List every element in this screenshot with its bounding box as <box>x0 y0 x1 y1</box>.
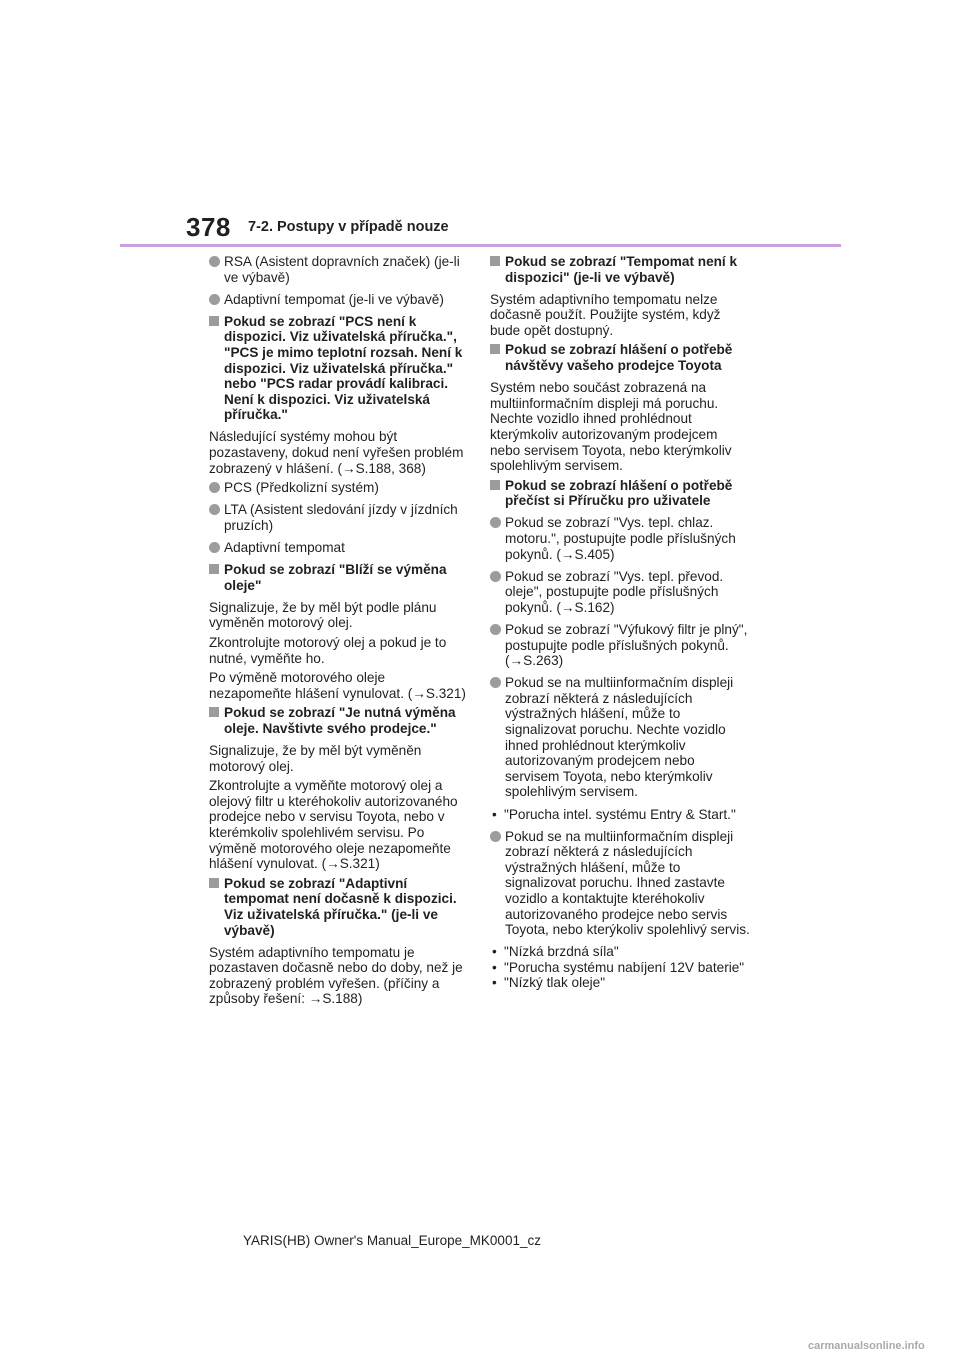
paragraph: Systém adaptivního tempomatu je pozastaven dočasně nebo do doby, než je zobrazený problém vyřešen. (příčiny a způsoby řešení: →S.188) <box>209 944 463 1007</box>
paragraph: Signalizuje, že by měl být podle plánu vyměněn motorový olej. <box>209 599 437 631</box>
section-title: 7-2. Postupy v případě nouze <box>248 219 449 235</box>
dot-list-item: • "Porucha systému nabíjení 12V baterie" <box>490 960 750 976</box>
paragraph: Následující systémy mohou být pozastaveny, dokud není vyřešen problém zobrazený v hlášení. (→S.188, 368) <box>209 429 464 476</box>
section-heading: Pokud se zobrazí "Blíží se výměna oleje" <box>209 562 469 593</box>
bullet-item: Pokud se zobrazí "Vys. tepl. chlaz. motoru.", postupujte podle příslušných pokynů. (→S.405) <box>490 515 750 562</box>
paragraph: Signalizuje, že by měl být vyměněn motorový olej. <box>209 743 422 774</box>
dot-list-item: • "Nízký tlak oleje" <box>490 975 750 991</box>
section-heading: Pokud se zobrazí "Tempomat není k dispozici" (je-li ve výbavě) <box>490 254 750 285</box>
page-number: 378 <box>186 212 231 242</box>
section-heading: Pokud se zobrazí hlášení o potřebě přečíst si Příručku pro uživatele <box>490 478 750 509</box>
bullet-item: PCS (Předkolizní systém) <box>209 480 469 496</box>
bullet-item: LTA (Asistent sledování jízdy v jízdních pruzích) <box>209 502 469 533</box>
section-heading: Pokud se zobrazí hlášení o potřebě návštěvy vašeho prodejce Toyota <box>490 342 750 373</box>
bullet-item: Pokud se na multiinformačním displeji zobrazí některá z následujících výstražných hlášení, může to signalizovat poruchu. Nechte vozidlo ihned prohlédnout kterýmkoliv autorizovaným prodejcem nebo servisem Toyota, nebo kterýmkoliv spolehlivým servisem. <box>490 675 750 800</box>
bullet-item: Adaptivní tempomat <box>209 540 469 556</box>
bullet-item: Pokud se na multiinformačním displeji zobrazí některá z následujících výstražných hlášení, může to signalizovat poruchu. Ihned zastavte vozidlo a kontaktujte kteréhokoliv autorizovaného prodejce nebo servis Toyota, nebo kterýkoliv spolehlivý servis. <box>490 829 750 938</box>
paragraph: Zkontrolujte motorový olej a pokud je to nutné, vyměňte ho. <box>209 634 447 666</box>
footer-text: YARIS(HB) Owner's Manual_Europe_MK0001_cz <box>243 1233 541 1248</box>
dot-list-item: • "Nízká brzdná síla" <box>490 944 750 960</box>
section-heading: Pokud se zobrazí "Je nutná výměna oleje. Navštivte svého prodejce." <box>209 705 469 736</box>
bullet-item: Pokud se zobrazí "Výfukový filtr je plný", postupujte podle příslušných pokynů. (→S.263) <box>490 622 750 669</box>
right-column <box>490 254 750 991</box>
paragraph: Systém nebo součást zobrazená na multiinformačním displeji má poruchu. Nechte vozidlo ihned prohlédnout kterýmkoliv autorizovaným prodejcem nebo servisem Toyota, nebo kterýmkoliv spolehlivým servisem. <box>490 380 732 474</box>
paragraph: Zkontrolujte a vyměňte motorový olej a olejový filtr u kteréhokoliv autorizovaného prodejce nebo v servisu Toyota, nebo v kterémkoliv spolehlivém servisu. Po výměně motorového oleje nezapomeňte hlášení vynulovat. (→S.321) <box>209 778 458 872</box>
paragraph: Po výměně motorového oleje nezapomeňte hlášení vynulovat. (→S.321) <box>209 670 466 701</box>
watermark: carmanualsonline.info <box>808 1340 925 1352</box>
paragraph: Systém adaptivního tempomatu nelze dočasně použít. Použijte systém, když bude opět dostupný. <box>490 291 721 338</box>
header-divider <box>120 244 841 247</box>
dot-list-item: • "Porucha intel. systému Entry & Start." <box>490 807 750 823</box>
bullet-item: Pokud se zobrazí "Vys. tepl. převod. oleje", postupujte podle příslušných pokynů. (→S.162) <box>490 569 750 616</box>
bullet-item: RSA (Asistent dopravních značek) (je-li ve výbavě) <box>209 254 469 285</box>
bullet-item: Adaptivní tempomat (je-li ve výbavě) <box>209 292 469 308</box>
section-heading: Pokud se zobrazí "Adaptivní tempomat není dočasně k dispozici. Viz uživatelská příručka." (je-li ve výbavě) <box>209 876 469 938</box>
left-column <box>209 254 469 1011</box>
section-heading: Pokud se zobrazí "PCS není k dispozici. Viz uživatelská příručka.", "PCS je mimo teplotní rozsah. Není k dispozici. Viz uživatelská příručka." nebo "PCS radar provádí kalibraci. Není k dispozici. Viz uživatelská příručka." <box>209 314 469 423</box>
